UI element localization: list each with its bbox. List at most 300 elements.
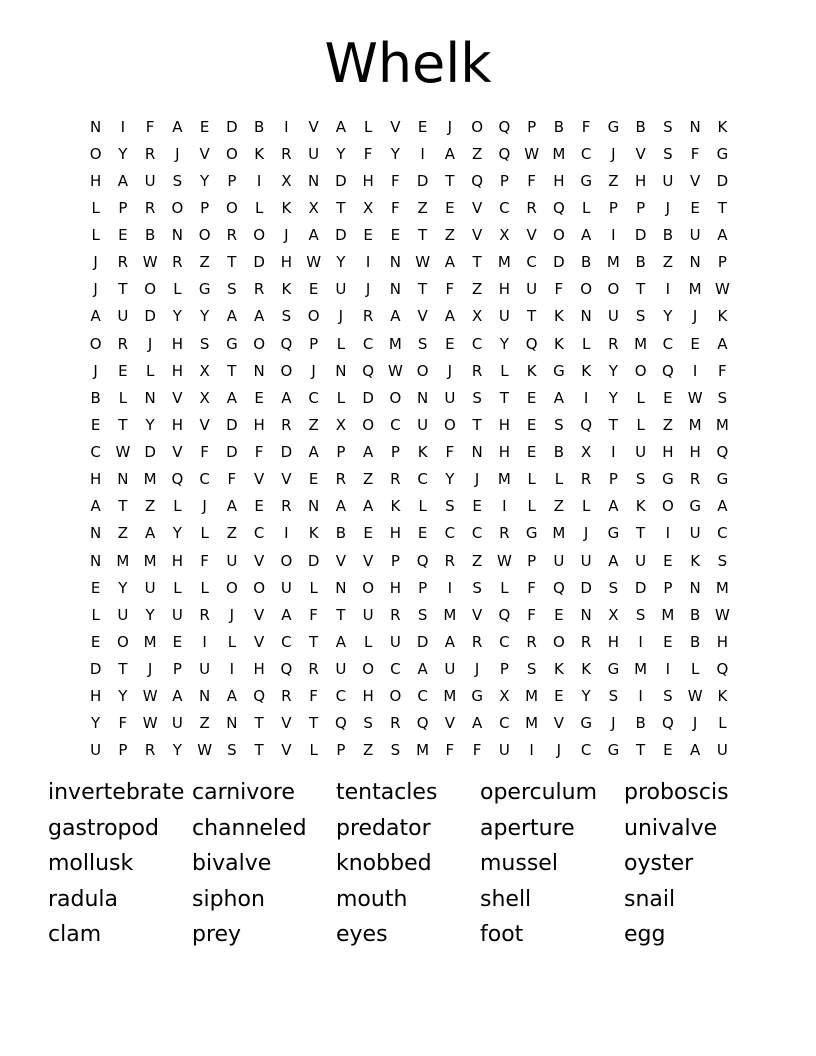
grid-letter: U (444, 388, 456, 407)
grid-letter: X (608, 605, 619, 624)
grid-letter: D (634, 578, 647, 597)
grid-letter: W (714, 280, 730, 299)
grid-letter: X (199, 361, 210, 380)
grid-letter: U (689, 226, 701, 245)
grid-letter: Y (172, 741, 182, 760)
grid-letter: Z (444, 226, 456, 245)
grid-letter: P (172, 660, 182, 679)
grid-letter: O (89, 144, 102, 163)
grid-letter: K (308, 524, 319, 543)
grid-letter: N (90, 117, 102, 136)
grid-letter: D (89, 660, 102, 679)
grid-letter: U (498, 307, 510, 326)
grid-letter: H (662, 443, 674, 462)
grid-letter: X (308, 198, 319, 217)
grid-letter: J (665, 198, 671, 217)
grid-letter: B (635, 714, 646, 733)
grid-letter: Q (525, 334, 538, 353)
grid-row (82, 493, 736, 520)
grid-letter: I (229, 660, 235, 679)
grid-letter: N (335, 361, 347, 380)
grid-letter: Z (199, 714, 210, 733)
grid-letter: W (142, 714, 158, 733)
grid-letter: A (444, 144, 455, 163)
grid-letter: J (447, 361, 453, 380)
word-list-item: radula (48, 886, 119, 912)
grid-letter: U (716, 741, 728, 760)
grid-letter: Y (145, 415, 155, 434)
grid-letter: J (93, 361, 98, 380)
grid-letter: V (253, 470, 265, 489)
grid-letter: O (171, 198, 184, 217)
grid-letter: M (552, 144, 566, 163)
grid-letter: E (663, 632, 673, 651)
grid-letter: L (173, 578, 182, 597)
grid-letter: T (336, 605, 346, 624)
grid-letter: W (714, 605, 730, 624)
grid-letter: Y (499, 334, 509, 353)
grid-letter: I (692, 361, 698, 380)
grid-letter: R (499, 524, 510, 543)
grid-letter: X (499, 226, 510, 245)
grid-letter: R (390, 470, 401, 489)
grid-letter: S (663, 117, 673, 136)
grid-letter: N (308, 497, 320, 516)
grid-letter: T (336, 198, 346, 217)
grid-letter: J (175, 144, 180, 163)
grid-letter: S (281, 307, 292, 326)
grid-letter: R (608, 334, 619, 353)
grid-letter: A (172, 117, 183, 136)
grid-letter: R (390, 714, 401, 733)
grid-letter: Y (608, 361, 618, 380)
grid-letter: D (416, 632, 429, 651)
grid-letter: D (335, 226, 347, 245)
grid-letter: V (444, 714, 455, 733)
grid-letter: H (253, 415, 265, 434)
grid-letter: R (362, 307, 374, 326)
grid-letter: L (581, 497, 591, 516)
grid-letter: J (611, 714, 616, 733)
grid-letter: A (335, 632, 346, 651)
grid-letter: C (662, 334, 674, 353)
grid-letter: Z (662, 253, 674, 272)
grid-letter: N (90, 524, 102, 543)
grid-letter: A (226, 687, 237, 706)
grid-letter: K (526, 361, 537, 380)
grid-letter: W (115, 443, 131, 462)
grid-letter: Q (552, 198, 565, 217)
grid-row (82, 466, 736, 493)
grid-letter: T (418, 226, 428, 245)
grid-letter: G (198, 280, 211, 299)
grid-letter: A (717, 334, 728, 353)
grid-letter: T (118, 497, 128, 516)
grid-letter: W (387, 361, 403, 380)
grid-letter: J (284, 226, 289, 245)
grid-row (82, 411, 736, 438)
grid-letter: N (335, 578, 347, 597)
grid-letter: J (229, 605, 235, 624)
grid-letter: S (390, 741, 401, 760)
grid-letter: T (309, 714, 319, 733)
grid-letter: P (336, 741, 346, 760)
grid-letter: O (280, 361, 293, 380)
grid-letter: R (335, 470, 347, 489)
grid-letter: R (526, 632, 537, 651)
grid-letter: H (689, 443, 701, 462)
grid-letter: V (362, 551, 374, 570)
grid-letter: A (417, 660, 428, 679)
grid-letter: T (418, 280, 428, 299)
grid-letter: A (117, 171, 128, 190)
grid-letter: K (553, 307, 564, 326)
grid-letter: Q (661, 714, 674, 733)
grid-letter: F (445, 280, 455, 299)
grid-letter: F (145, 117, 155, 136)
word-list-item: channeled (192, 815, 307, 841)
grid-letter: I (638, 632, 643, 651)
grid-letter: P (200, 198, 210, 217)
word-list-item: mollusk (48, 851, 134, 877)
grid-letter: T (254, 714, 264, 733)
grid-row (82, 683, 736, 710)
grid-letter: S (417, 605, 428, 624)
grid-letter: U (335, 280, 347, 299)
grid-letter: O (198, 226, 211, 245)
grid-letter: F (363, 144, 373, 163)
grid-letter: L (200, 578, 209, 597)
grid-letter: R (580, 470, 592, 489)
grid-letter: B (689, 632, 701, 651)
grid-letter: K (553, 334, 564, 353)
grid-letter: L (145, 361, 155, 380)
grid-row (82, 656, 736, 683)
grid-letter: V (335, 551, 346, 570)
grid-letter: R (117, 253, 129, 272)
grid-letter: Y (145, 605, 155, 624)
grid-letter: W (687, 687, 703, 706)
grid-letter: T (227, 361, 237, 380)
grid-letter: O (225, 578, 238, 597)
grid-letter: A (226, 307, 237, 326)
grid-letter: L (309, 741, 318, 760)
grid-letter: E (663, 741, 673, 760)
grid-letter: N (417, 388, 429, 407)
grid-letter: H (498, 280, 511, 299)
grid-letter: J (474, 660, 480, 679)
grid-letter: N (117, 470, 129, 489)
grid-letter: Z (226, 524, 238, 543)
grid-letter: S (554, 415, 564, 434)
grid-letter: T (636, 524, 646, 543)
grid-letter: O (362, 660, 375, 679)
grid-row (82, 249, 736, 276)
grid-letter: N (689, 578, 701, 597)
grid-letter: A (144, 524, 156, 543)
grid-letter: V (281, 741, 292, 760)
grid-letter: E (90, 578, 101, 597)
grid-letter: R (281, 497, 292, 516)
grid-letter: V (553, 714, 564, 733)
grid-letter: K (581, 361, 592, 380)
grid-letter: Y (91, 714, 101, 733)
grid-letter: G (607, 660, 620, 679)
grid-letter: W (496, 551, 512, 570)
grid-row (82, 194, 736, 221)
grid-letter: S (199, 334, 210, 353)
grid-letter: T (445, 171, 455, 190)
grid-letter: P (336, 443, 346, 462)
grid-letter: T (227, 253, 237, 272)
word-list-item: knobbed (336, 851, 432, 877)
grid-letter: O (116, 632, 129, 651)
grid-letter: R (144, 741, 156, 760)
grid-letter: D (226, 117, 238, 136)
grid-letter: L (527, 497, 536, 516)
grid-letter: L (118, 388, 128, 407)
grid-letter: Y (172, 524, 182, 543)
grid-letter: T (472, 253, 482, 272)
grid-letter: L (581, 198, 591, 217)
grid-letter: I (420, 144, 425, 163)
grid-letter: A (281, 388, 292, 407)
grid-letter: C (444, 524, 456, 543)
grid-letter: K (717, 687, 728, 706)
grid-letter: J (583, 524, 589, 543)
grid-letter: H (362, 171, 374, 190)
grid-letter: Q (471, 171, 484, 190)
grid-letter: R (471, 361, 483, 380)
grid-letter: M (552, 524, 566, 543)
grid-row (82, 628, 736, 655)
grid-letter: L (690, 660, 700, 679)
grid-letter: X (580, 443, 592, 462)
grid-letter: D (362, 388, 374, 407)
grid-letter: Y (663, 307, 673, 326)
grid-letter: P (418, 578, 428, 597)
grid-letter: X (362, 198, 374, 217)
grid-letter: H (498, 443, 511, 462)
grid-letter: R (144, 198, 156, 217)
grid-row (82, 710, 736, 737)
grid-letter: Y (200, 171, 210, 190)
grid-letter: K (417, 443, 428, 462)
grid-letter: M (497, 253, 511, 272)
grid-letter: E (308, 470, 319, 489)
grid-letter: P (608, 198, 618, 217)
grid-letter: C (499, 632, 510, 651)
grid-letter: H (362, 687, 374, 706)
grid-letter: D (144, 443, 156, 462)
grid-letter: H (89, 171, 102, 190)
grid-letter: A (608, 497, 619, 516)
grid-letter: F (527, 605, 536, 624)
grid-letter: C (308, 388, 319, 407)
grid-letter: R (281, 687, 292, 706)
grid-letter: U (553, 551, 565, 570)
grid-letter: N (226, 714, 238, 733)
grid-letter: O (634, 361, 647, 380)
grid-letter: L (418, 497, 427, 516)
grid-letter: U (199, 660, 211, 679)
grid-letter: T (608, 415, 618, 434)
grid-letter: Y (336, 144, 346, 163)
grid-letter: B (90, 388, 101, 407)
grid-letter: D (226, 415, 238, 434)
grid-row (82, 574, 736, 601)
grid-letter: A (717, 226, 728, 245)
grid-letter: E (554, 605, 564, 624)
grid-letter: Q (716, 660, 729, 679)
grid-letter: O (552, 632, 565, 651)
grid-letter: E (254, 388, 264, 407)
grid-letter: I (665, 524, 671, 543)
grid-letter: J (447, 117, 453, 136)
grid-letter: Z (362, 741, 374, 760)
grid-letter: O (389, 388, 402, 407)
word-list (48, 776, 778, 954)
grid-letter: K (390, 497, 401, 516)
grid-letter: Z (471, 144, 483, 163)
grid-letter: O (607, 280, 620, 299)
word-list-item: proboscis (624, 780, 729, 805)
grid-letter: O (389, 687, 402, 706)
grid-letter: U (90, 741, 102, 760)
grid-row (82, 520, 736, 547)
grid-letter: S (663, 144, 673, 163)
grid-row (82, 222, 736, 249)
grid-letter: F (445, 443, 455, 462)
grid-letter: V (172, 388, 183, 407)
word-list-item: tentacles (336, 780, 438, 805)
grid-letter: Y (581, 687, 591, 706)
grid-letter: A (444, 307, 455, 326)
grid-letter: E (554, 687, 564, 706)
grid-letter: D (226, 443, 238, 462)
grid-letter: H (389, 524, 402, 543)
word-list-item: gastropod (48, 815, 159, 841)
grid-letter: M (497, 470, 511, 489)
grid-letter: F (581, 117, 591, 136)
grid-row (82, 167, 736, 194)
grid-letter: Q (171, 470, 184, 489)
grid-letter: O (471, 117, 484, 136)
grid-letter: G (525, 524, 538, 543)
grid-letter: F (718, 361, 727, 380)
grid-letter: N (689, 253, 701, 272)
grid-letter: L (91, 198, 100, 217)
grid-letter: L (500, 361, 509, 380)
grid-letter: S (635, 307, 646, 326)
grid-letter: K (690, 551, 701, 570)
grid-letter: X (199, 388, 210, 407)
grid-letter: A (362, 443, 374, 462)
grid-letter: O (307, 307, 320, 326)
grid-letter: E (308, 280, 319, 299)
grid-letter: L (91, 605, 100, 624)
grid-letter: U (144, 578, 156, 597)
grid-letter: P (118, 198, 128, 217)
grid-letter: Z (471, 280, 483, 299)
grid-letter: J (692, 714, 698, 733)
grid-letter: R (308, 660, 319, 679)
grid-letter: H (607, 632, 620, 651)
grid-letter: S (472, 388, 482, 407)
grid-letter: X (499, 687, 510, 706)
grid-letter: L (500, 578, 509, 597)
grid-letter: E (172, 632, 183, 651)
grid-letter: C (90, 443, 101, 462)
grid-letter: N (389, 280, 401, 299)
grid-letter: E (445, 334, 455, 353)
grid-letter: A (308, 226, 319, 245)
grid-letter: U (117, 307, 129, 326)
grid-letter: K (717, 117, 728, 136)
grid-letter: E (417, 117, 428, 136)
grid-letter: B (635, 117, 646, 136)
grid-letter: O (253, 334, 266, 353)
grid-letter: R (117, 334, 129, 353)
grid-letter: Z (308, 415, 319, 434)
grid-letter: U (635, 551, 647, 570)
page-title: Whelk (324, 32, 492, 95)
grid-letter: Q (498, 144, 511, 163)
grid-letter: W (197, 741, 213, 760)
grid-letter: Z (362, 470, 374, 489)
grid-letter: J (365, 280, 371, 299)
grid-letter: Y (336, 253, 346, 272)
grid-letter: L (336, 388, 346, 407)
grid-letter: E (199, 117, 210, 136)
grid-letter: A (553, 388, 564, 407)
grid-letter: H (89, 687, 102, 706)
grid-letter: J (202, 497, 207, 516)
word-list-item: foot (480, 922, 524, 948)
grid-letter: A (471, 714, 483, 733)
grid-letter: M (661, 605, 675, 624)
grid-letter: W (687, 388, 703, 407)
grid-letter: F (391, 198, 400, 217)
grid-letter: F (391, 171, 400, 190)
grid-letter: J (338, 307, 344, 326)
grid-letter: Q (280, 660, 293, 679)
grid-letter: J (556, 741, 562, 760)
grid-letter: A (308, 443, 319, 462)
grid-letter: P (636, 198, 646, 217)
grid-letter: Q (498, 605, 511, 624)
grid-letter: V (526, 226, 537, 245)
grid-letter: P (227, 171, 237, 190)
grid-letter: R (689, 470, 701, 489)
grid-letter: H (716, 632, 729, 651)
grid-letter: A (172, 687, 183, 706)
grid-letter: M (116, 551, 130, 570)
grid-letter: L (718, 714, 727, 733)
grid-letter: Q (416, 714, 429, 733)
grid-letter: W (306, 253, 322, 272)
grid-letter: J (474, 470, 480, 489)
grid-letter: T (636, 741, 646, 760)
grid-letter: R (580, 632, 592, 651)
grid-letter: G (607, 117, 620, 136)
grid-letter: A (362, 497, 374, 516)
grid-letter: M (634, 334, 648, 353)
grid-letter: A (390, 307, 401, 326)
grid-letter: H (171, 334, 184, 353)
grid-letter: K (281, 280, 292, 299)
grid-letter: U (444, 660, 456, 679)
